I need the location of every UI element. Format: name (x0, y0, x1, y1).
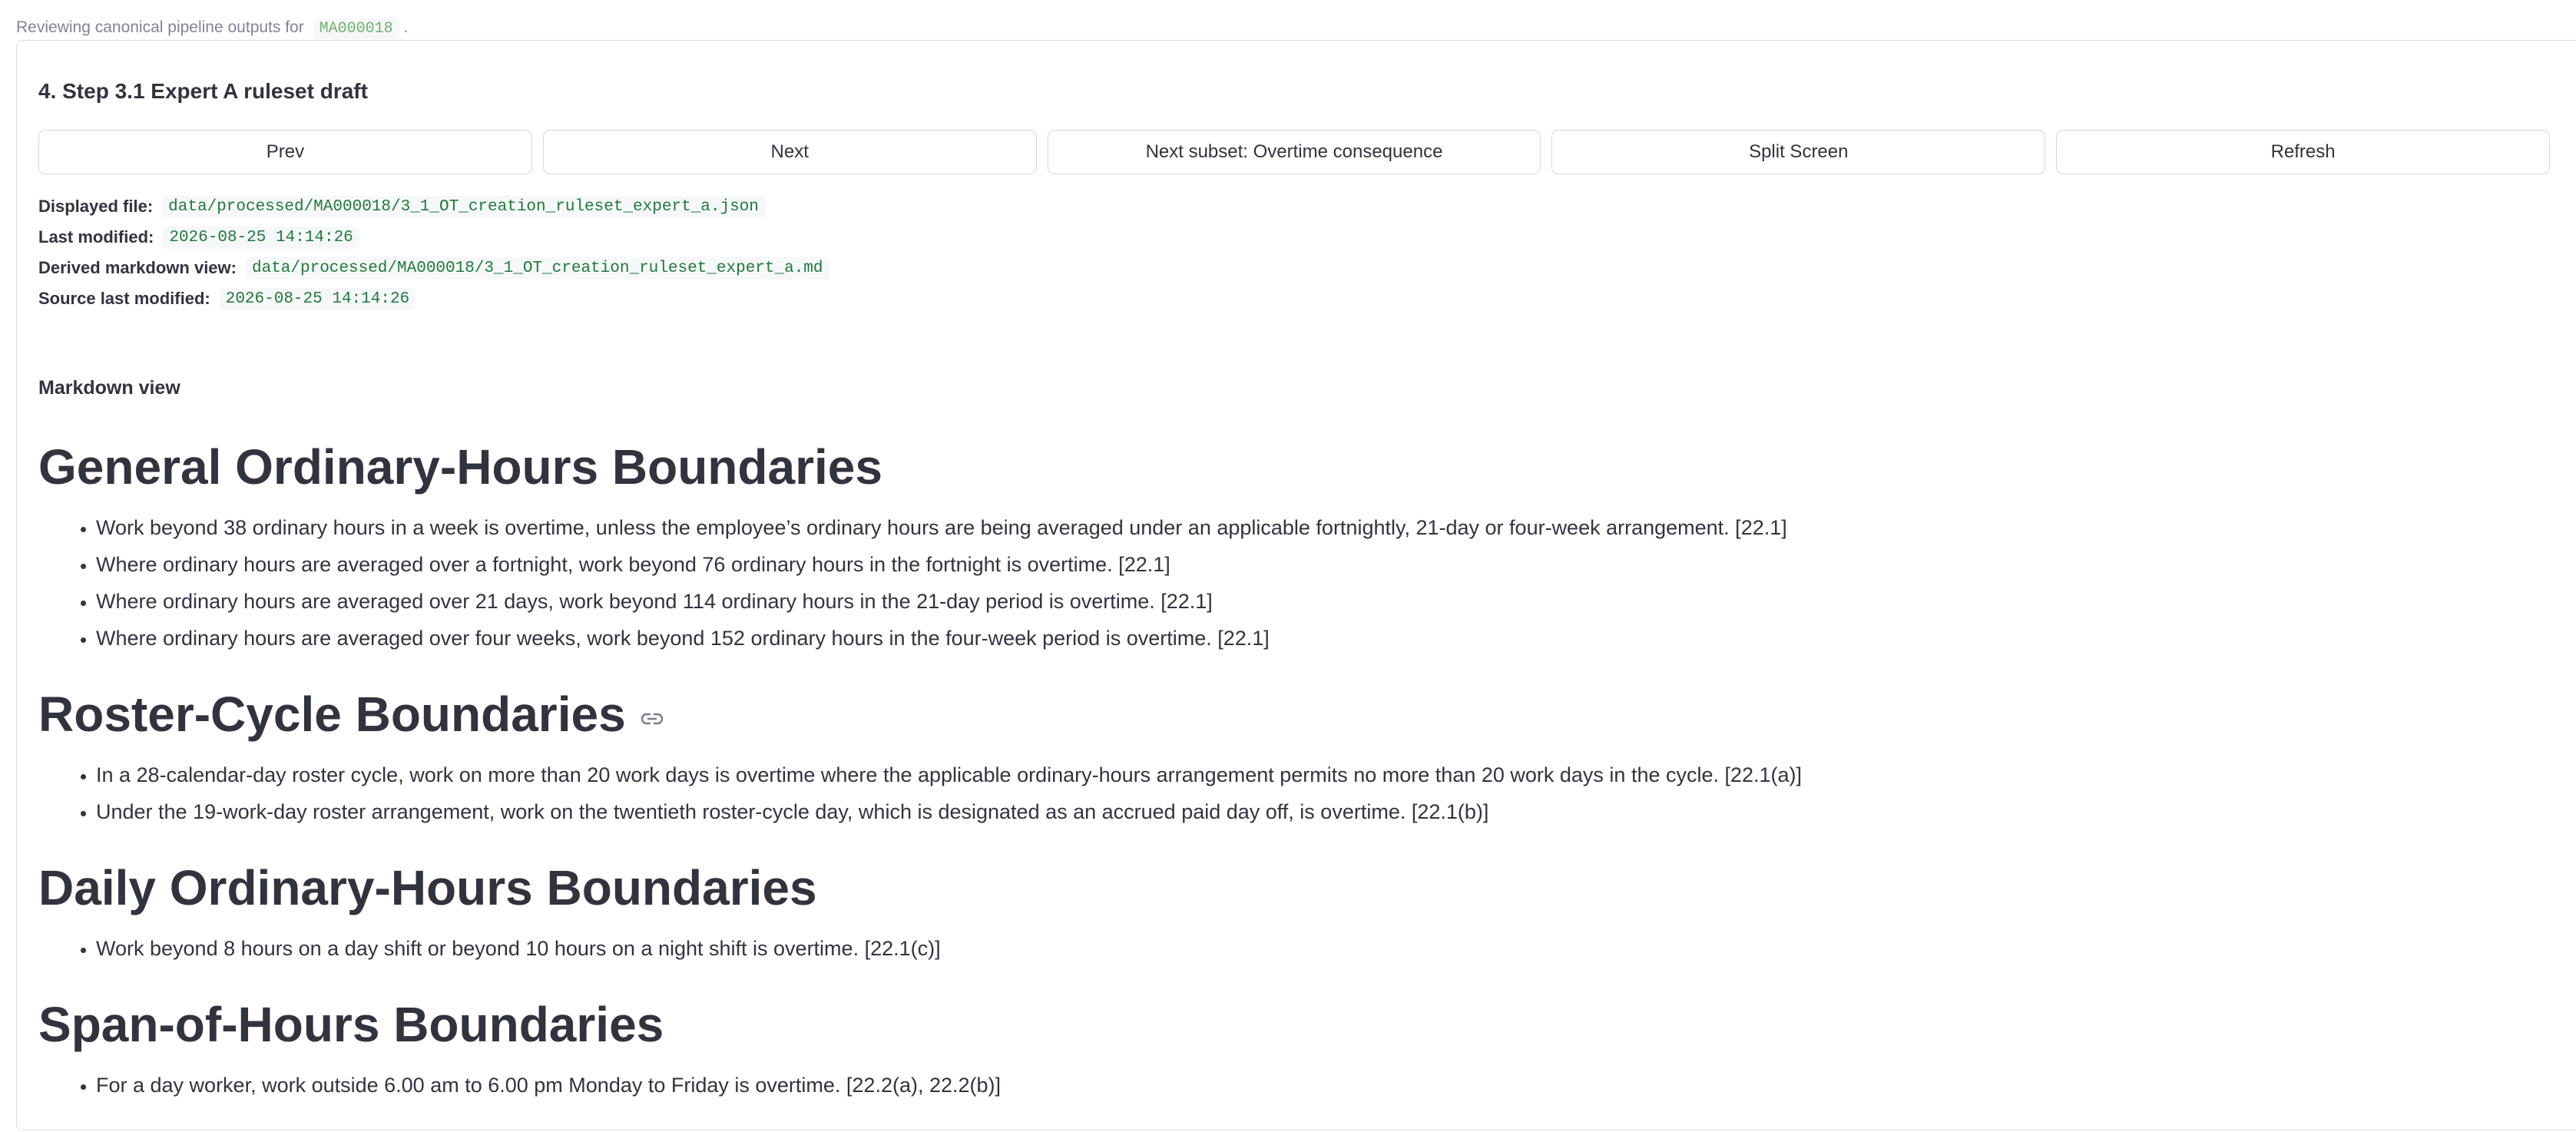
derived-markdown-label: Derived markdown view: (38, 258, 237, 277)
list-item: • Under the 19-work-day roster arrangement, work on the twentieth roster-cycle day, which is designated as an accrued paid day off, is overtime. [22.1(b)] (96, 793, 2558, 830)
list-item: • Work beyond 8 hours on a day shift or beyond 10 hours on a night shift is overtime. [22.1(c)] (96, 930, 2558, 967)
source-modified-value: 2026-08-25 14:14:26 (220, 288, 416, 310)
heading-text: Daily Ordinary-Hours Boundaries (38, 860, 817, 915)
heading-text: General Ordinary-Hours Boundaries (38, 439, 882, 495)
heading-roster-cycle (38, 672, 2558, 756)
displayed-file-row (38, 191, 829, 222)
award-code: MA000018 (313, 18, 399, 39)
split-screen-button[interactable]: Split Screen (1551, 130, 2045, 174)
derived-markdown-path: data/processed/MA000018/3_1_OT_creation_ruleset_expert_a.md (246, 257, 829, 280)
review-panel (16, 40, 2576, 1130)
next-subset-button[interactable]: Next subset: Overtime consequence (1048, 130, 1541, 174)
last-modified-value: 2026-08-25 14:14:26 (163, 227, 359, 249)
markdown-view-label: Markdown view (38, 377, 180, 399)
refresh-button[interactable]: Refresh (2056, 130, 2550, 174)
heading-span-of-hours (38, 982, 2558, 1067)
source-modified-row (38, 283, 829, 314)
list-item: • Where ordinary hours are averaged over 21 days, work beyond 114 ordinary hours in the 21-day period is overtime. [22.1] (96, 583, 2558, 620)
section-title: 4. Step 3.1 Expert A ruleset draft (38, 79, 368, 103)
page-caption (16, 18, 408, 38)
heading-text: Roster-Cycle Boundaries (38, 687, 626, 742)
list-item: • Work beyond 38 ordinary hours in a week is overtime, unless the employee’s ordinary hours are being averaged under an applicable fortnightly, 21-day or four-week arrangement. [22.1] (96, 509, 2558, 546)
displayed-file-label: Displayed file: (38, 197, 154, 216)
markdown-view (38, 425, 2558, 1119)
heading-daily-ordinary-hours (38, 846, 2558, 930)
next-button[interactable]: Next (543, 130, 1037, 174)
link-icon[interactable] (640, 711, 664, 727)
last-modified-label: Last modified: (38, 227, 154, 247)
list-roster-cycle (38, 756, 2558, 830)
derived-markdown-row (38, 253, 829, 283)
file-metadata (38, 191, 829, 314)
list-item: • Where ordinary hours are averaged over a fortnight, work beyond 76 ordinary hours in the fortnight is overtime. [22.1] (96, 546, 2558, 583)
prev-button[interactable]: Prev (38, 130, 532, 174)
list-item: • In a 28-calendar-day roster cycle, work on more than 20 work days is overtime where the applicable ordinary-hours arrangement permits no more than 20 work days in the cycle. [22.1(a)] (96, 756, 2558, 793)
displayed-file-path: data/processed/MA000018/3_1_OT_creation_ruleset_expert_a.json (162, 196, 765, 218)
list-general-ordinary-hours (38, 509, 2558, 657)
last-modified-row (38, 222, 829, 253)
list-span-of-hours (38, 1067, 2558, 1104)
list-item: • For a day worker, work outside 6.00 am to 6.00 pm Monday to Friday is overtime. [22.2(a), 22.2(b)] (96, 1067, 2558, 1104)
heading-text: Span-of-Hours Boundaries (38, 997, 664, 1052)
heading-general-ordinary-hours (38, 425, 2558, 509)
caption-suffix: . (403, 18, 409, 36)
caption-text: Reviewing canonical pipeline outputs for (16, 18, 304, 36)
list-daily-ordinary-hours (38, 930, 2558, 967)
navigation-toolbar (38, 130, 2550, 174)
source-modified-label: Source last modified: (38, 289, 210, 308)
list-item: • Where ordinary hours are averaged over four weeks, work beyond 152 ordinary hours in the four-week period is overtime. [22.1] (96, 620, 2558, 657)
